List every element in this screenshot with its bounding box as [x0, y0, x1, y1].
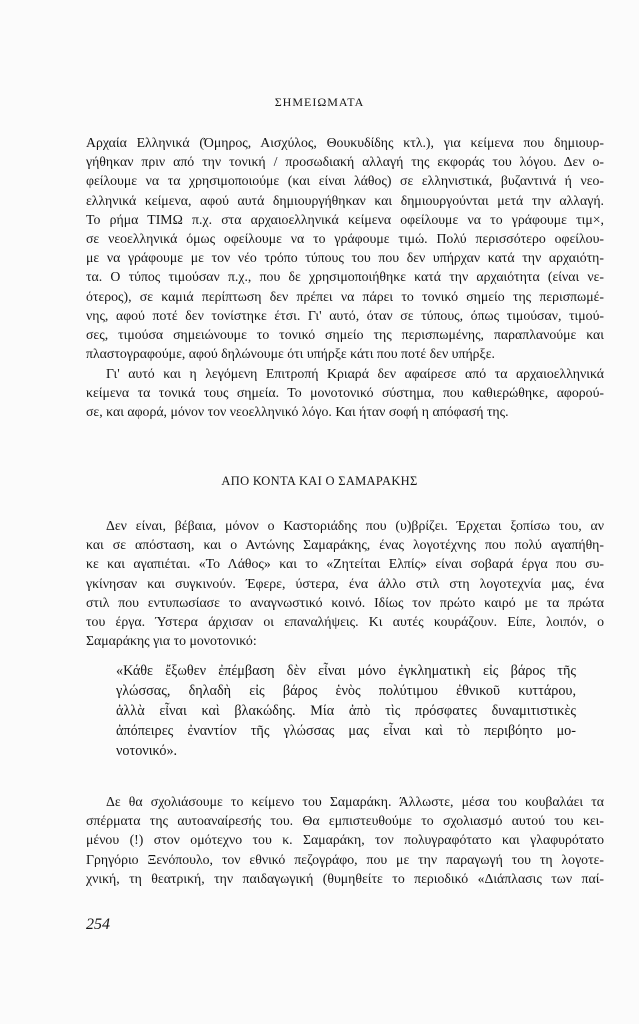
text-line: χνική, τη θεατρική, την παιδαγωγική (θυμηθείτε το περιοδικό «Διάπλασις των παί- [86, 870, 604, 886]
text-line: στιλ που εντυπωσίασε το αναγνωστικό κοινό. Ιδίως τον πρώτο καιρό με τα πρώτα [86, 594, 604, 610]
paragraph-commentary [86, 792, 604, 888]
text-line: Δεν είναι, βέβαια, μόνον ο Καστοριάδης που (υ)βρίζει. Έρχεται ξοπίσω του, αν [106, 518, 604, 533]
text-line: με να γράφουμε με τον νέο τρόπο τύπους του που δεν υπήρχαν κατά την αρχαιότη- [86, 250, 604, 266]
text-line: Γρηγόριο Ξενόπουλο, τον εθνικό πεζογράφο, που με την παραγωγή του τη λογοτε- [86, 851, 604, 867]
text-line: σες, τιμούσα σημειώνουμε το τονικό σημείο της περισπωμένης, παραπλανούμε και [86, 327, 604, 343]
text-line: νης, αφού ποτέ δεν τονίστηκε έτσι. Γι' αυτό, όταν σε τύπους, όπως τιμούσαν, τιμού- [86, 307, 604, 323]
quote-line: γλώσσας, δηλαδὴ εἰς βάρος ἑνὸς πολύτιμου ἐθνικοῦ κυττάρου, [116, 683, 576, 699]
quote-line: ἀπόπειρες ἐναντίον τῆς γλώσσας μας εἶναι καὶ τὸ περιβόητο μο- [116, 723, 576, 739]
text-line: Σαμαράκης για το μονοτονικό: [86, 633, 257, 649]
running-header: ΣΗΜΕΙΩΜΑΤΑ [274, 95, 365, 109]
text-line: πλαστογραφούμε, αφού δηλώνουμε ότι υπήρξε κάτι που ποτέ δεν υπήρξε. [86, 346, 495, 362]
text-line: ελληνικά κείμενα, αφού αυτά δημιουργήθηκαν και δημιουργούνται μετά την αλλαγή. [86, 192, 604, 208]
text-line: σε νεοελληνικά όμως οφείλουμε να το γράφουμε τιμώ. Πολύ περισσότερο οφείλου- [86, 231, 604, 247]
text-line: μένου (!) στον ομότεχνο του κ. Σαμαράκη, τον πολυγραφότατο και γλαφυρότατο [86, 832, 604, 848]
text-line: Το ρήμα ΤΙΜΩ π.χ. στα αρχαιοελληνικά κείμενα οφείλουμε να το γράφουμε τιμ×, [86, 211, 604, 227]
text-line: ότερος), σε καμιά περίπτωση δεν πρέπει να πάρει το τονικό σημείο της περισπωμέ- [86, 288, 604, 304]
text-line: Αρχαία Ελληνικά (Όμηρος, Αισχύλος, Θουκυδίδης κτλ.), για κείμενα που δημιουρ- [86, 135, 604, 150]
text-line: Δε θα σχολιάσουμε το κείμενο του Σαμαράκη. Άλλωστε, μέσα του κουβαλάει τα [106, 794, 604, 809]
paragraph-samarakis-intro [86, 516, 604, 650]
text-line: γήθηκαν πριν από την τονική / προσωδιακή αλλαγή της εκφοράς του λόγου. Δεν ο- [86, 154, 604, 170]
text-line: Γι' αυτό και η λεγόμενη Επιτροπή Κριαρά δεν αφαίρεσε από τα αρχαιοελληνικά [106, 366, 604, 381]
paragraph-orthography-rule [86, 133, 604, 363]
quote-line: ἀλλὰ εἶναι καὶ βλακώδης. Μία ἀπὸ τὶς πρόσφατες δυναμιτιστικὲς [116, 703, 576, 719]
text-line: γκίνησαν και συγκινούν. Έφερε, ύστερα, ένα άλλο στιλ στη λογοτεχνία μας, ένα [86, 575, 604, 591]
text-line: του έργα. Ύστερα άρχισαν οι επαναλήψεις. Κι αυτές κουράζουν. Είπε, λοιπόν, ο [86, 614, 604, 630]
page-number: 254 [86, 916, 110, 933]
block-quote [116, 661, 576, 761]
section-heading: ΑΠΟ ΚΟΝΤΑ ΚΑΙ Ο ΣΑΜΑΡΑΚΗΣ [221, 474, 418, 488]
paragraph-kriaras-committee [86, 364, 604, 422]
text-line: κείμενα τα τονικά τους σημεία. Το μονοτονικό σύστημα, που καθιερώθηκε, αφορού- [86, 385, 604, 401]
quote-line: «Κάθε ἔξωθεν ἐπέμβαση δὲν εἶναι μόνο ἐγκληματικὴ εἰς βάρος τῆς [116, 663, 576, 679]
text-line: τα. Ο τύπος τιμούσαν π.χ., που δε χρησιμοποιήθηκε κατά την αρχαιότητα (είναι νε- [86, 269, 604, 285]
text-line: φείλουμε να τα χρησιμοποιούμε (και είναι λάθος) σε ελληνιστικά, βυζαντινά ή νεο- [86, 173, 604, 189]
text-line: σε, και αφορά, μόνον τον νεοελληνικό λόγο. Και ήταν σοφή η απόφασή της. [86, 404, 509, 420]
text-line: και σε απόσταση, και ο Αντώνης Σαμαράκης, ένας λογοτέχνης που πολύ αγαπήθη- [86, 537, 604, 553]
text-line: σπέρματα της αυτοαναίρεσής του. Θα εμπιστευθούμε το σχολιασμό αυτού του κει- [86, 813, 604, 829]
quote-line: νοτονικό». [116, 743, 178, 759]
text-line: κε και αγαπιέται. «Το Λάθος» και το «Ζητείται Ελπίς» είναι σοβαρά έργα που συ- [86, 556, 604, 572]
